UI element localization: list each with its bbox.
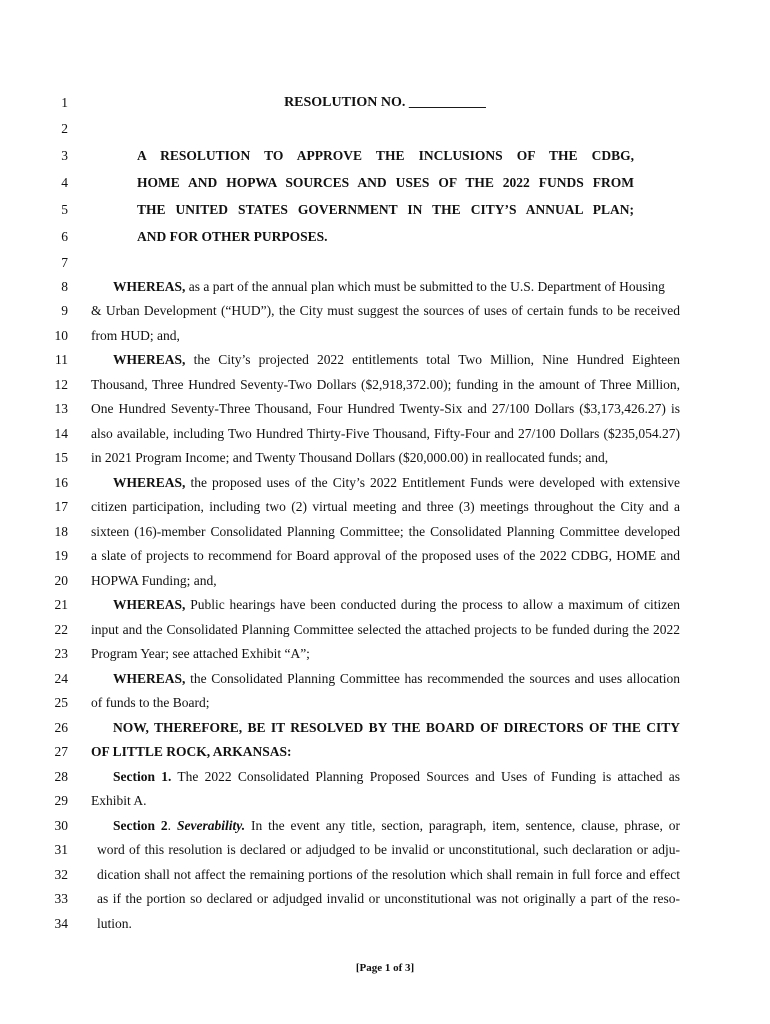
section-2-line: as if the portion so declared or adjudged invalid or unconstitutional was not originally a part of the reso- [97, 891, 680, 906]
line-number: 25 [54, 695, 68, 710]
line-number: 9 [61, 303, 68, 318]
line-number: 26 [54, 720, 68, 735]
resolved-clause-line: OF LITTLE ROCK, ARKANSAS: [91, 744, 292, 759]
severability-label: Severability. [176, 818, 246, 833]
heading-line: HOME AND HOPWA SOURCES AND USES OF THE 2022 FUNDS FROM [137, 175, 634, 190]
line-number: 8 [61, 279, 68, 294]
section-1-line: Section 1. The 2022 Consolidated Planning Proposed Sources and Uses of Funding is attached as [113, 769, 680, 784]
line-number: 27 [54, 744, 68, 759]
line-number: 4 [61, 175, 68, 190]
whereas-5-line: WHEREAS, the Consolidated Planning Committee has recommended the sources and uses allocation [113, 671, 680, 686]
whereas-label: WHEREAS, [113, 597, 186, 612]
whereas-label: WHEREAS, [113, 352, 186, 367]
line-number: 6 [61, 229, 68, 244]
line-number: 1 [61, 95, 68, 110]
section-2-line: lution. [97, 916, 132, 931]
section-1-line: Exhibit A. [91, 793, 147, 808]
whereas-label: WHEREAS, [113, 475, 186, 490]
whereas-5-line: of funds to the Board; [91, 695, 210, 710]
whereas-4-line: WHEREAS, Public hearings have been conducted during the process to allow a maximum of citizen [113, 597, 680, 612]
line-number: 7 [61, 255, 68, 270]
whereas-1-line: & Urban Development (“HUD”), the City must suggest the sources of uses of certain funds to be received [91, 303, 680, 318]
section-2-line: Section 2. Severability. In the event any title, section, paragraph, item, sentence, clause, phrase, or [113, 818, 681, 833]
line-number: 28 [54, 769, 68, 784]
whereas-1-line: WHEREAS, as a part of the annual plan which must be submitted to the U.S. Department of Housing [113, 279, 665, 294]
whereas-2-line: One Hundred Seventy-Three Thousand, Four Hundred Twenty-Six and 27/100 Dollars ($3,173,426.27) is [91, 401, 680, 416]
line-number: 24 [54, 671, 68, 686]
line-number: 20 [54, 573, 68, 588]
line-number: 17 [54, 499, 68, 514]
line-number: 23 [54, 646, 68, 661]
line-number: 31 [54, 842, 68, 857]
heading-line: THE UNITED STATES GOVERNMENT IN THE CITY’S ANNUAL PLAN; [137, 202, 634, 217]
whereas-4-line: Program Year; see attached Exhibit “A”; [91, 646, 310, 661]
line-number: 19 [54, 548, 68, 563]
line-number: 34 [54, 916, 68, 931]
whereas-2-line: Thousand, Three Hundred Seventy-Two Dollars ($2,918,372.00); funding in the amount of Three Million, [91, 377, 680, 392]
section-label: Section 1. [113, 769, 172, 784]
whereas-2-line: also available, including Two Hundred Thirty-Five Thousand, Fifty-Four and 27/100 Dollars ($235,054.27) [91, 426, 680, 441]
whereas-1-line: from HUD; and, [91, 328, 180, 343]
line-number: 15 [54, 450, 68, 465]
line-number: 29 [54, 793, 68, 808]
line-number: 30 [54, 818, 68, 833]
line-number: 18 [54, 524, 68, 539]
whereas-label: WHEREAS, [113, 671, 186, 686]
section-2-line: dication shall not affect the remaining portions of the resolution which shall remain in full force and effect [97, 867, 680, 882]
section-label: Section 2 [113, 818, 168, 833]
page-footer: [Page 1 of 3] [355, 962, 415, 974]
resolution-title: RESOLUTION NO. ___________ [284, 95, 486, 110]
line-number: 12 [54, 377, 68, 392]
whereas-3-line: sixteen (16)-member Consolidated Planning Committee; the Consolidated Planning Committee developed [91, 524, 680, 539]
line-number: 10 [54, 328, 68, 343]
heading-line: A RESOLUTION TO APPROVE THE INCLUSIONS OF THE CDBG, [137, 148, 634, 163]
line-number: 3 [61, 148, 68, 163]
line-number: 21 [54, 597, 68, 612]
whereas-4-line: input and the Consolidated Planning Committee selected the attached projects to be funded during the 2022 [91, 622, 680, 637]
line-number: 13 [54, 401, 68, 416]
whereas-3-line: citizen participation, including two (2) virtual meeting and three (3) meetings throughout the City and a [91, 499, 680, 514]
whereas-2-line: WHEREAS, the City’s projected 2022 entitlements total Two Million, Nine Hundred Eighteen [113, 352, 680, 367]
line-number: 2 [61, 121, 68, 136]
line-number: 32 [54, 867, 68, 882]
line-number: 22 [54, 622, 68, 637]
whereas-3-line: WHEREAS, the proposed uses of the City’s 2022 Entitlement Funds were developed with extensive [113, 475, 680, 490]
whereas-3-line: a slate of projects to recommend for Board approval of the proposed uses of the 2022 CDBG, HOME and [91, 548, 680, 563]
section-2-line: word of this resolution is declared or adjudged to be invalid or unconstitutional, such declaration or adju- [97, 842, 680, 857]
line-number: 5 [61, 202, 68, 217]
line-number: 16 [54, 475, 68, 490]
line-number: 11 [55, 352, 68, 367]
whereas-label: WHEREAS, [113, 279, 186, 294]
whereas-2-line: in 2021 Program Income; and Twenty Thousand Dollars ($20,000.00) in reallocated funds; and, [91, 450, 609, 465]
line-number: 14 [54, 426, 68, 441]
resolved-clause-line: NOW, THEREFORE, BE IT RESOLVED BY THE BOARD OF DIRECTORS OF THE CITY [113, 720, 680, 735]
heading-line: AND FOR OTHER PURPOSES. [137, 229, 328, 244]
line-number: 33 [54, 891, 68, 906]
whereas-3-line: HOPWA Funding; and, [91, 573, 217, 588]
